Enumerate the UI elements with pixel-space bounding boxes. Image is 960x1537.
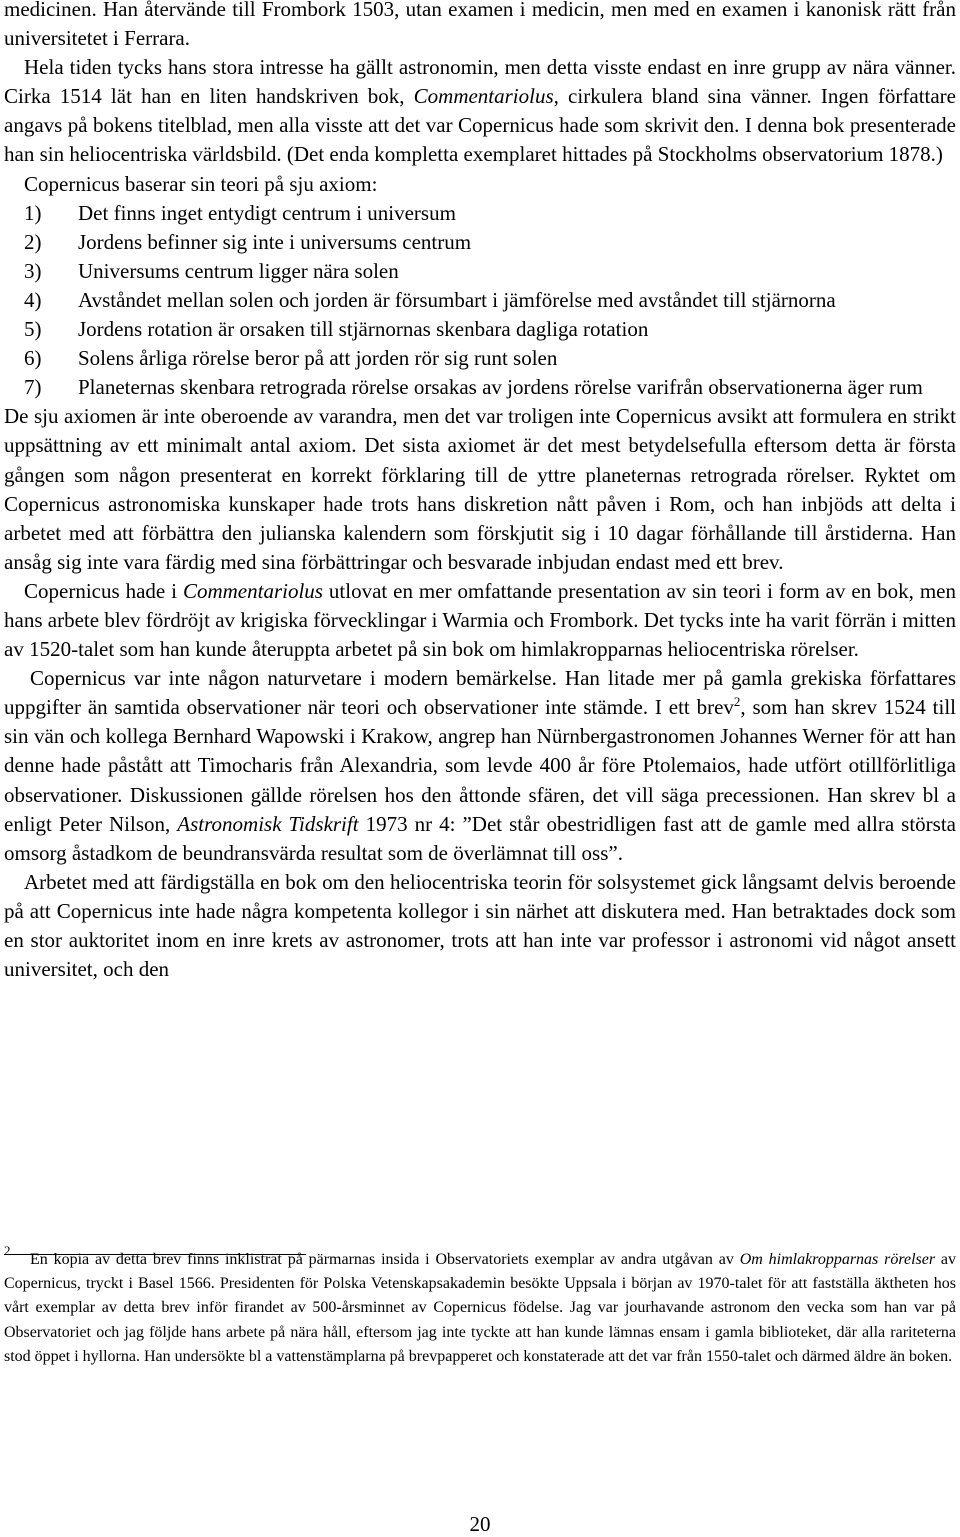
axiom-text: Solens årliga rörelse beror på att jorden rör sig runt solen bbox=[78, 346, 558, 371]
commentariolus-title: Commentariolus bbox=[413, 84, 554, 109]
axiom-text: Universums centrum ligger nära solen bbox=[78, 258, 399, 283]
paragraph-5-text-a: Copernicus var inte någon naturvetare i modern bemärkelse. Han litade mer på gamla grekiska författares uppgifter än samtida observationer när teori och observationer inte stämde. I ett brev bbox=[4, 666, 956, 720]
page-number: 20 bbox=[469, 1512, 491, 1536]
axiom-text: Jordens befinner sig inte i universums centrum bbox=[78, 229, 472, 254]
axiom-text: Planeternas skenbara retrograda rörelse orsakas av jordens rörelse varifrån observationerna äger rum bbox=[78, 375, 923, 400]
paragraph-5-text-b: , som han skrev 1524 till sin vän och kollega Bernhard Wapowski i Krakow, angrep han Nürnbergastronomen Johannes Werner för att han denne hade påstått att Timocharis från Alexandria, som levde 400 år före Ptolemaios, hade utfört otillförlitliga observationer. Diskussionen gällde rörelsen hos den åttonde sfären, det vill säga precessionen. Han skrev bl a enligt Peter Nilson, bbox=[4, 695, 956, 836]
paragraph-6: Arbetet med att färdigställa en bok om den heliocentriska teorin för solsystemet gick långsamt delvis beroende på att Copernicus inte hade några kompetenta kollegor i sin närhet att diskutera med. Han betraktades dock som en stor auktoritet inom en inre krets av astronomer, trots att han inte var professor i astronomi vid något ansett universitet, och den bbox=[4, 869, 956, 982]
axiom-item bbox=[24, 228, 956, 257]
footnote-text-a: En kopia av detta brev finns inklistrat på pärmarnas insida i Observatoriets exemplar av andra utgåvan av bbox=[30, 1251, 740, 1268]
footnote bbox=[4, 1239, 956, 1369]
axiom-number: 7) bbox=[24, 375, 42, 400]
footnote-text-b: av Copernicus, tryckt i Basel 1566. Presidenten för Polska Vetenskapsakademin besökte Uppsala i början av 1970-talet för att fastställa äktheten hos vårt exemplar av detta brev inför firandet av 500-årsminnet av Copernicus födelse. Jag var jourhavande astronom den vecka som han var på Observatoriet och jag följde hans arbete på nära håll, eftersom jag inte tyckte att han kunde lämnas ensam i gamla biblioteket, där alla rariteterna stod öppet i hyllorna. Han undersökte bl a vattenstämplarna på brevpapperet och konstaterade att det var från 1550-talet och därmed äldre än boken. bbox=[4, 1251, 957, 1365]
axiom-text: Det finns inget entydigt centrum i universum bbox=[78, 200, 456, 225]
axiom-number: 2) bbox=[24, 229, 42, 254]
paragraph-2-text-b: , cirkulera bland sina vänner. Ingen författare angavs på bokens titelblad, men alla visste att det var Copernicus hade som skrivit den. I denna bok presenterade han sin heliocentriska världsbild. (Det enda kompletta exemplaret hittades på Stockholms observatorium 1878.) bbox=[4, 84, 956, 167]
axiom-text: Jordens rotation är orsaken till stjärnornas skenbara dagliga rotation bbox=[78, 317, 649, 342]
footnote-text bbox=[4, 1239, 956, 1369]
axiom-item bbox=[24, 257, 956, 286]
axiom-number: 3) bbox=[24, 258, 42, 283]
paragraph-3: De sju axiomen är inte oberoende av varandra, men det var troligen inte Copernicus avsikt att formulera en strikt uppsättning av ett minimalt antal axiom. Det sista axiomet är det mest betydelsefulla eftersom detta är första gången som någon presenterat en korrekt förklaring till de yttre planeternas retrograda rörelser. Ryktet om Copernicus astronomiska kunskaper hade trots hans diskretion nått påven i Rom, och han inbjöds att delta i arbetet med att förbättra den julianska kalendern som förskjutit sig i 10 dagar förhållande till årstiderna. Han ansåg sig inte vara färdig med sina förbättringar och besvarade inbjudan endast med ett brev. bbox=[4, 404, 956, 574]
body-text bbox=[4, 0, 956, 984]
axiom-item bbox=[24, 286, 956, 315]
footnote-number: 2 bbox=[4, 1243, 11, 1258]
paragraph-5 bbox=[4, 664, 956, 868]
journal-title: Astronomisk Tidskrift bbox=[177, 811, 359, 836]
axiom-item bbox=[24, 344, 956, 373]
axiom-number: 4) bbox=[24, 287, 42, 312]
axiom-number: 5) bbox=[24, 317, 42, 342]
axioms-intro: Copernicus baserar sin teori på sju axiom: bbox=[24, 171, 378, 196]
axiom-item bbox=[24, 199, 956, 228]
paragraph-5-text-c: 1973 nr 4: ”Det står obestridligen fast att de gamle med allra största omsorg åstadkom de beundransvärda resultat som de överlämnat till oss”. bbox=[4, 811, 956, 865]
paragraph-4-text-b: utlovat en mer omfattande presentation av sin teori i form av en bok, men hans arbete blev fördröjt av krigiska förvecklingar i Warmia och Frombork. Det tycks inte ha varit förrän i mitten av 1520-talet som han kunde återuppta arbetet på sin bok om himlakropparnas heliocentriska rörelser. bbox=[4, 578, 957, 662]
axiom-item bbox=[24, 373, 956, 402]
paragraph-2 bbox=[4, 53, 956, 169]
paragraph-2-text-a: Hela tiden tycks hans stora intresse ha gällt astronomin, men detta visste endast en inre grupp av nära vänner. Cirka 1514 lät han en liten handskriven bok, bbox=[4, 55, 956, 109]
axiom-item bbox=[24, 315, 956, 344]
commentariolus-title: Commentariolus bbox=[182, 578, 323, 603]
axiom-text: Avståndet mellan solen och jorden är försumbart i jämförelse med avståndet till stjärnorna bbox=[78, 287, 836, 312]
axiom-list bbox=[4, 199, 956, 403]
paragraph-4-text-a: Copernicus hade i bbox=[24, 578, 183, 603]
paragraph-4 bbox=[4, 577, 956, 664]
book-title: Om himlakropparnas rörelser bbox=[739, 1251, 936, 1268]
axiom-number: 1) bbox=[24, 200, 42, 225]
footnote-reference[interactable]: 2 bbox=[733, 694, 741, 710]
paragraph-1: medicinen. Han återvände till Frombork 1503, utan examen i medicin, men med en examen i kanonisk rätt från universitetet i Ferrara. bbox=[4, 0, 956, 51]
axiom-number: 6) bbox=[24, 346, 42, 371]
